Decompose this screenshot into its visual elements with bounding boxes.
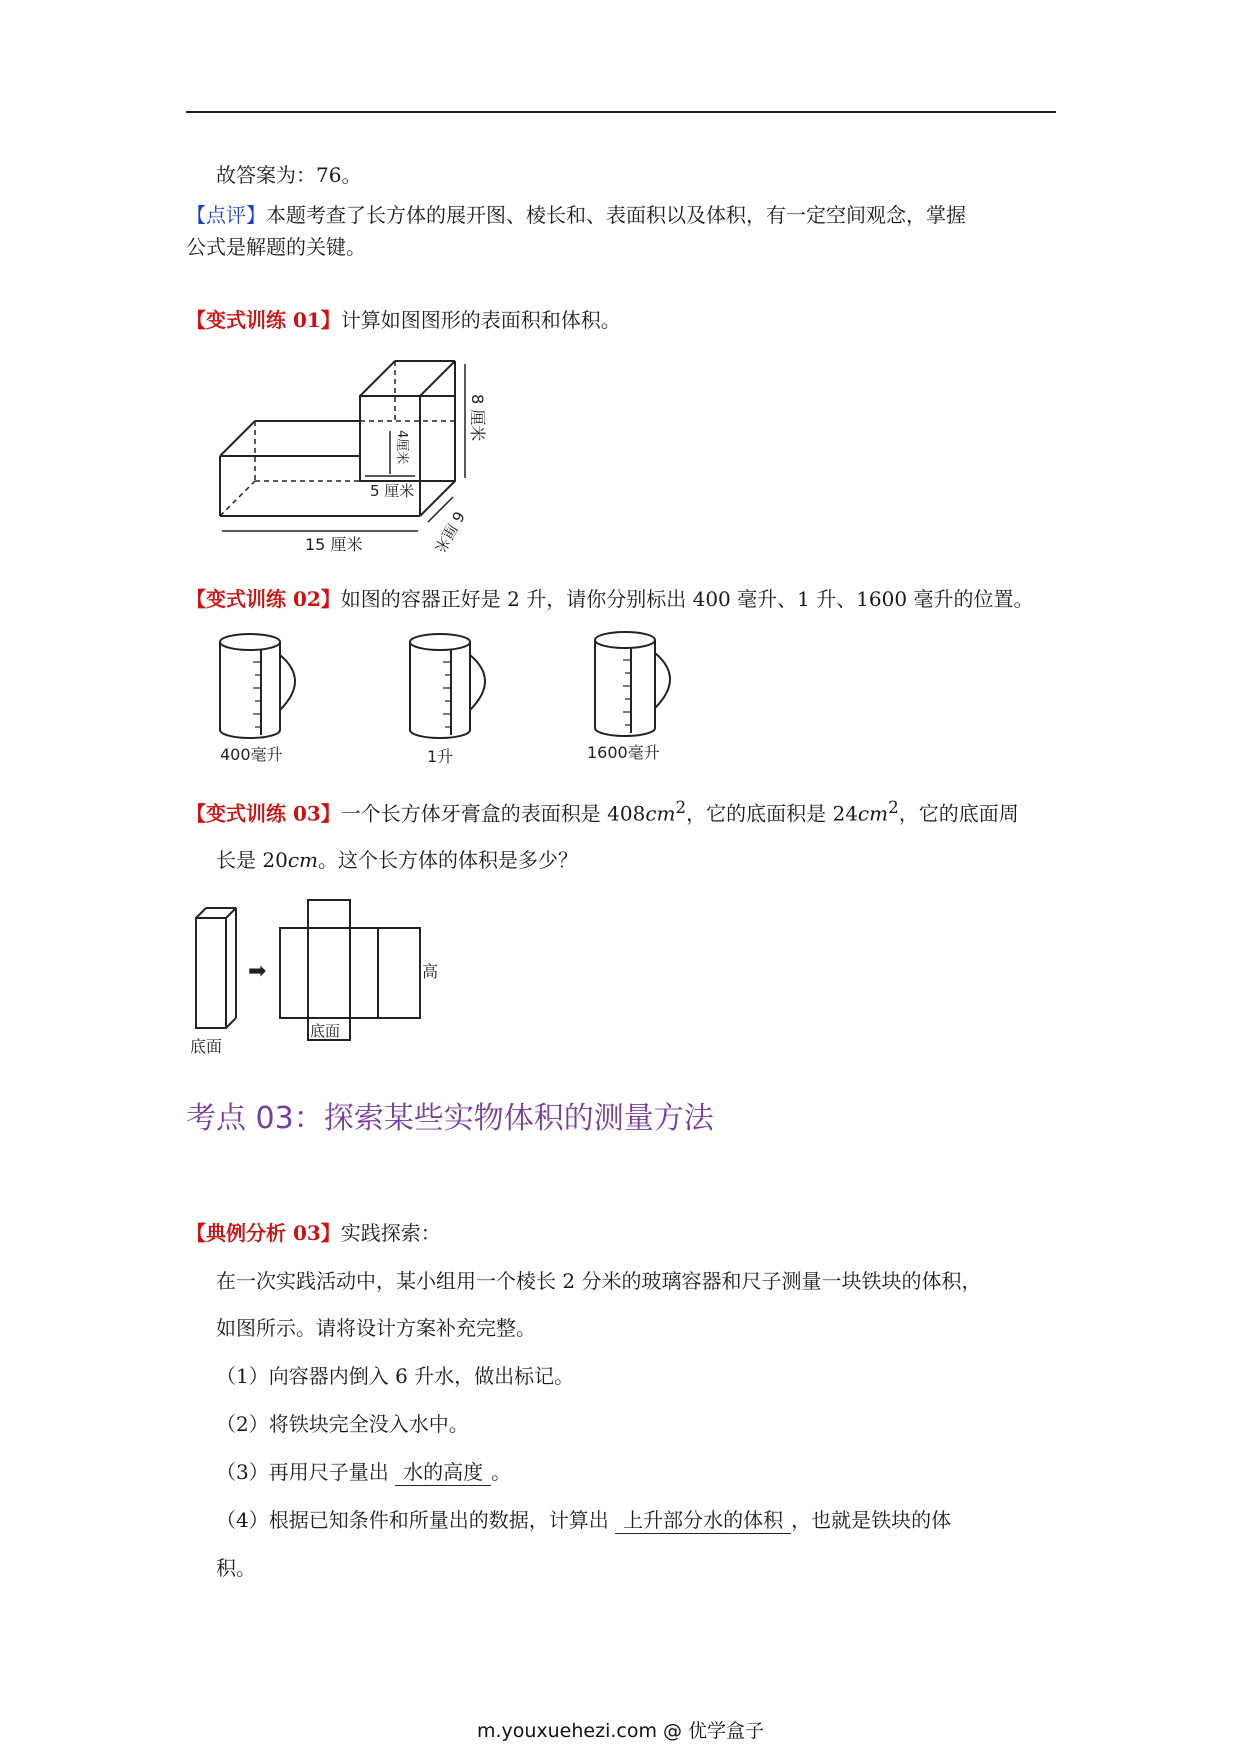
- ex03-question-line2: [216, 845, 578, 875]
- main-example-heading: 实践探索：: [340, 1221, 441, 1245]
- main-example-tag: 【典例分析 03】: [186, 1221, 341, 1245]
- ex03-unit-1: cm: [645, 801, 676, 826]
- step3-answer: 水的高度: [395, 1459, 491, 1486]
- cup-label-400: 400毫升: [220, 745, 283, 764]
- ex01-question: [186, 305, 621, 335]
- section-title: 考点 03：探索某些实物体积的测量方法: [186, 1101, 714, 1136]
- main-intro-2: 如图所示。请将设计方案补充完整。: [216, 1316, 536, 1340]
- review-tag: 【点评】: [186, 203, 266, 227]
- ex01-label-5: 5 厘米: [370, 482, 415, 500]
- step4-answer: 上升部分水的体积: [615, 1507, 791, 1534]
- cup-label-1600: 1600毫升: [587, 743, 660, 762]
- main-step-4-end: 积。: [216, 1556, 256, 1580]
- ex03-text-a: 一个长方体牙膏盒的表面积是 408: [340, 801, 646, 826]
- main-intro-1: 在一次实践活动中，某小组用一个棱长 2 分米的玻璃容器和尺子测量一块铁块的体积，: [216, 1269, 982, 1293]
- ex03-unit-3: cm: [287, 848, 318, 872]
- main-step-4: [216, 1505, 951, 1535]
- ex01-label-6: 6 厘米: [430, 508, 469, 556]
- main-step-3: [216, 1457, 511, 1487]
- ex02-cup-1: [215, 630, 325, 770]
- ex02-cup-2: [405, 630, 515, 770]
- footer-watermark: m.youxuehezi.com @ 优学盒子: [476, 1720, 765, 1742]
- ex03-tag: 【变式训练 03】: [186, 801, 341, 826]
- ex03-label-base-box: 底面: [190, 1037, 223, 1056]
- ex02-tag: 【变式训练 02】: [186, 587, 341, 611]
- step3-prefix: （3）再用尺子量出: [216, 1460, 389, 1484]
- review-text-1: 本题考查了长方体的展开图、棱长和、表面积以及体积，有一定空间观念，掌握: [266, 203, 966, 227]
- ex03-label-base-net: 底面: [310, 1022, 341, 1040]
- ex03-sup-2: 2: [888, 798, 899, 817]
- ex03-question: [186, 793, 1019, 829]
- ex03-text-c: ，它的底面周: [898, 801, 1019, 826]
- cup-label-1l: 1升: [427, 747, 454, 766]
- ex01-label-4: 4厘米: [394, 430, 409, 465]
- ex01-figure: [210, 356, 510, 556]
- ex03-figure: [190, 898, 450, 1058]
- header-rule: [186, 111, 1056, 113]
- review-paragraph: [186, 200, 966, 230]
- ex03-sup-1: 2: [675, 798, 687, 817]
- ex02-question: [186, 584, 1033, 614]
- ex03-text-d: 长是 20: [216, 848, 288, 872]
- answer-line: 故答案为：76。: [216, 163, 362, 187]
- ex01-label-8: 8 厘米: [468, 394, 487, 442]
- main-example-title: [186, 1218, 441, 1248]
- ex02-cup-3: [585, 628, 695, 768]
- review-text-2: 公式是解题的关键。: [186, 235, 366, 259]
- step4-suffix: ，也就是铁块的体: [791, 1508, 952, 1532]
- ex03-text-e: 。这个长方体的体积是多少？: [317, 848, 578, 872]
- step4-prefix: （4）根据已知条件和所量出的数据，计算出: [216, 1508, 609, 1532]
- ex01-tag: 【变式训练 01】: [186, 308, 341, 332]
- ex01-label-15: 15 厘米: [305, 535, 363, 554]
- main-step-2: （2）将铁块完全没入水中。: [216, 1412, 469, 1436]
- main-step-1: （1）向容器内倒入 6 升水，做出标记。: [216, 1364, 575, 1388]
- ex03-unit-2: cm: [857, 801, 889, 826]
- ex03-arrow-icon: ➡: [248, 959, 267, 984]
- ex03-text-b: ，它的底面积是 24: [686, 801, 858, 826]
- ex01-text: 计算如图图形的表面积和体积。: [340, 308, 621, 332]
- ex03-label-height: 高: [422, 962, 439, 981]
- step3-suffix: 。: [491, 1460, 512, 1484]
- ex02-text: 如图的容器正好是 2 升，请你分别标出 400 毫升、1 升、1600 毫升的位置。: [340, 587, 1034, 611]
